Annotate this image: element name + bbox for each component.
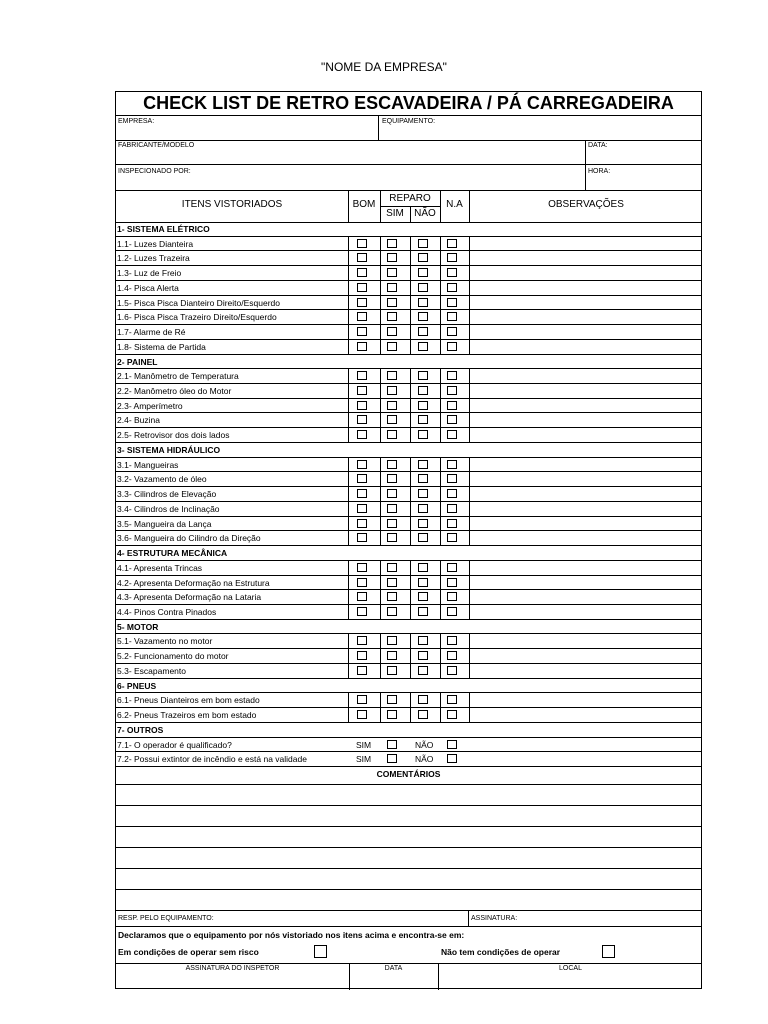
reparo-nao-checkbox[interactable] <box>418 253 428 262</box>
bom-checkbox[interactable] <box>357 283 367 292</box>
item-label: 2.5- Retrovisor dos dois lados <box>117 430 230 441</box>
reparo-sim-checkbox[interactable] <box>387 298 397 307</box>
na-checkbox[interactable] <box>447 460 457 469</box>
comment-line[interactable] <box>116 785 701 806</box>
item-label: 5.2- Funcionamento do motor <box>117 651 229 662</box>
item-label: 6.2- Pneus Trazeiros em bom estado <box>117 710 257 721</box>
item-label: 5.1- Vazamento no motor <box>117 636 213 647</box>
bom-checkbox[interactable] <box>357 592 367 601</box>
reparo-nao-checkbox[interactable] <box>418 578 428 587</box>
item-label: 1.8- Sistema de Partida <box>117 341 206 352</box>
na-checkbox[interactable] <box>447 371 457 380</box>
comment-line[interactable] <box>116 848 701 869</box>
col-nao: NÃO <box>414 208 436 219</box>
no-label: NÃO <box>415 739 434 750</box>
option-not-ok-checkbox[interactable] <box>602 945 615 958</box>
item-label: 3.6- Mangueira do Cilindro da Direção <box>117 533 261 544</box>
bom-checkbox[interactable] <box>357 298 367 307</box>
reparo-nao-checkbox[interactable] <box>418 636 428 645</box>
item-label: 3.4- Cilindros de Inclinação <box>117 503 220 514</box>
item-row <box>116 369 701 384</box>
reparo-nao-checkbox[interactable] <box>418 401 428 410</box>
bom-checkbox[interactable] <box>357 386 367 395</box>
reparo-sim-checkbox[interactable] <box>387 327 397 336</box>
reparo-sim-checkbox[interactable] <box>387 342 397 351</box>
section-row <box>116 443 701 458</box>
no-label: NÃO <box>415 754 434 765</box>
reparo-sim-checkbox[interactable] <box>387 533 397 542</box>
reparo-sim-checkbox[interactable] <box>387 578 397 587</box>
bom-checkbox[interactable] <box>357 607 367 616</box>
item-row <box>116 487 701 502</box>
reparo-sim-checkbox[interactable] <box>387 371 397 380</box>
na-checkbox[interactable] <box>447 651 457 660</box>
item-label: 1.5- Pisca Pisca Dianteiro Direito/Esquerdo <box>117 297 280 308</box>
company-name-placeholder: "NOME DA EMPRESA" <box>321 60 447 74</box>
na-checkbox[interactable] <box>447 578 457 587</box>
section-row <box>116 620 701 635</box>
item-row <box>116 266 701 281</box>
reparo-nao-checkbox[interactable] <box>418 268 428 277</box>
reparo-sim-checkbox[interactable] <box>387 489 397 498</box>
na-checkbox[interactable] <box>447 563 457 572</box>
bom-checkbox[interactable] <box>357 253 367 262</box>
na-checkbox[interactable] <box>447 607 457 616</box>
reparo-nao-checkbox[interactable] <box>418 489 428 498</box>
na-checkbox[interactable] <box>447 636 457 645</box>
na-checkbox[interactable] <box>447 519 457 528</box>
equipamento-label: EQUIPAMENTO: <box>382 118 436 125</box>
no-checkbox[interactable] <box>447 740 457 749</box>
data-label: DATA: <box>588 142 608 149</box>
bom-checkbox[interactable] <box>357 695 367 704</box>
item-label: 1.6- Pisca Pisca Trazeiro Direito/Esquerdo <box>117 312 277 323</box>
bom-checkbox[interactable] <box>357 312 367 321</box>
item-label: 4.1- Apresenta Trincas <box>117 562 203 573</box>
reparo-nao-checkbox[interactable] <box>418 666 428 675</box>
section-title: 5- MOTOR <box>117 621 159 632</box>
option-not-ok-label: Não tem condições de operar <box>441 947 561 957</box>
reparo-sim-checkbox[interactable] <box>387 519 397 528</box>
reparo-sim-checkbox[interactable] <box>387 283 397 292</box>
na-checkbox[interactable] <box>447 312 457 321</box>
assinatura-inspetor-label: ASSINATURA DO INSPETOR <box>185 965 280 972</box>
assinatura-label: ASSINATURA: <box>471 915 518 922</box>
bom-checkbox[interactable] <box>357 430 367 439</box>
reparo-nao-checkbox[interactable] <box>418 415 428 424</box>
item-row <box>116 693 701 708</box>
reparo-sim-checkbox[interactable] <box>387 651 397 660</box>
item-row <box>116 517 701 532</box>
reparo-nao-checkbox[interactable] <box>418 460 428 469</box>
item-row <box>116 428 701 443</box>
reparo-nao-checkbox[interactable] <box>418 563 428 572</box>
reparo-sim-checkbox[interactable] <box>387 430 397 439</box>
item-row <box>116 752 701 767</box>
data-footer-label: DATA <box>384 965 403 972</box>
bom-checkbox[interactable] <box>357 327 367 336</box>
comment-line[interactable] <box>116 890 701 911</box>
section-row <box>116 679 701 694</box>
na-checkbox[interactable] <box>447 489 457 498</box>
item-row <box>116 384 701 399</box>
na-checkbox[interactable] <box>447 327 457 336</box>
section-row <box>116 723 701 738</box>
item-label: 1.2- Luzes Trazeira <box>117 253 190 264</box>
section-title: 7- OUTROS <box>117 724 164 735</box>
comment-line[interactable] <box>116 869 701 890</box>
reparo-sim-checkbox[interactable] <box>387 253 397 262</box>
bom-checkbox[interactable] <box>357 519 367 528</box>
item-label: 2.4- Buzina <box>117 415 160 426</box>
item-row <box>116 531 701 546</box>
col-sim: SIM <box>386 208 404 219</box>
na-checkbox[interactable] <box>447 415 457 424</box>
reparo-nao-checkbox[interactable] <box>418 312 428 321</box>
reparo-sim-checkbox[interactable] <box>387 415 397 424</box>
item-row <box>116 325 701 340</box>
na-checkbox[interactable] <box>447 695 457 704</box>
reparo-sim-checkbox[interactable] <box>387 312 397 321</box>
reparo-nao-checkbox[interactable] <box>418 342 428 351</box>
reparo-nao-checkbox[interactable] <box>418 283 428 292</box>
reparo-sim-checkbox[interactable] <box>387 401 397 410</box>
reparo-sim-checkbox[interactable] <box>387 386 397 395</box>
reparo-sim-checkbox[interactable] <box>387 239 397 248</box>
item-row <box>116 590 701 605</box>
reparo-nao-checkbox[interactable] <box>418 533 428 542</box>
item-row <box>116 605 701 620</box>
item-label: 1.7- Alarme de Ré <box>117 327 186 338</box>
na-checkbox[interactable] <box>447 283 457 292</box>
resp-equipamento-label: RESP. PELO EQUIPAMENTO: <box>118 915 214 922</box>
na-checkbox[interactable] <box>447 504 457 513</box>
reparo-sim-checkbox[interactable] <box>387 636 397 645</box>
bom-checkbox[interactable] <box>357 415 367 424</box>
item-label: 3.3- Cilindros de Elevação <box>117 489 217 500</box>
col-reparo: REPARO <box>389 193 431 204</box>
na-checkbox[interactable] <box>447 342 457 351</box>
reparo-sim-checkbox[interactable] <box>387 504 397 513</box>
option-ok-checkbox[interactable] <box>314 945 327 958</box>
na-checkbox[interactable] <box>447 401 457 410</box>
reparo-sim-checkbox[interactable] <box>387 563 397 572</box>
inspecionado-label: INSPECIONADO POR: <box>118 168 191 175</box>
item-label: 6.1- Pneus Dianteiros em bom estado <box>117 695 260 706</box>
reparo-nao-checkbox[interactable] <box>418 651 428 660</box>
item-row <box>116 296 701 311</box>
item-row <box>116 251 701 266</box>
na-checkbox[interactable] <box>447 474 457 483</box>
reparo-nao-checkbox[interactable] <box>418 519 428 528</box>
local-label: LOCAL <box>559 965 582 972</box>
item-label: 7.2- Possui extintor de incêndio e está na validade <box>117 754 307 765</box>
comentarios-title: COMENTÁRIOS <box>376 769 441 779</box>
item-label: 2.3- Amperímetro <box>117 400 183 411</box>
col-na: N.A <box>446 199 463 210</box>
reparo-nao-checkbox[interactable] <box>418 474 428 483</box>
item-label: 4.3- Apresenta Deformação na Lataria <box>117 592 262 603</box>
na-checkbox[interactable] <box>447 533 457 542</box>
empresa-label: EMPRESA: <box>118 118 155 125</box>
col-itens: ITENS VISTORIADOS <box>181 199 283 210</box>
na-checkbox[interactable] <box>447 592 457 601</box>
item-label: 4.4- Pinos Contra Pinados <box>117 606 217 617</box>
section-row <box>116 222 701 237</box>
section-row <box>116 355 701 370</box>
section-row <box>116 546 701 561</box>
item-row <box>116 738 701 753</box>
reparo-nao-checkbox[interactable] <box>418 386 428 395</box>
yes-checkbox[interactable] <box>387 740 397 749</box>
form-title: CHECK LIST DE RETRO ESCAVADEIRA / PÁ CARREGADEIRA <box>116 92 701 116</box>
item-row <box>116 664 701 679</box>
item-label: 1.4- Pisca Alerta <box>117 282 179 293</box>
item-label: 1.1- Luzes Dianteira <box>117 238 194 249</box>
section-title: 1- SISTEMA ELÉTRICO <box>117 224 210 234</box>
col-bom: BOM <box>352 199 376 210</box>
reparo-sim-checkbox[interactable] <box>387 710 397 719</box>
bom-checkbox[interactable] <box>357 342 367 351</box>
section-title: 4- ESTRUTURA MECÂNICA <box>117 548 228 559</box>
col-observacoes: OBSERVAÇÕES <box>548 199 624 210</box>
reparo-sim-checkbox[interactable] <box>387 666 397 675</box>
item-row <box>116 340 701 355</box>
item-row <box>116 472 701 487</box>
item-row <box>116 708 701 723</box>
section-title: 2- PAINEL <box>117 356 158 367</box>
item-label: 2.2- Manômetro óleo do Motor <box>117 386 232 397</box>
yes-label: SIM <box>356 754 372 765</box>
bom-checkbox[interactable] <box>357 666 367 675</box>
bom-checkbox[interactable] <box>357 371 367 380</box>
reparo-nao-checkbox[interactable] <box>418 592 428 601</box>
option-ok-label: Em condições de operar sem risco <box>118 947 259 957</box>
item-row <box>116 413 701 428</box>
yes-label: SIM <box>356 739 372 750</box>
bom-checkbox[interactable] <box>357 489 367 498</box>
yes-checkbox[interactable] <box>387 754 397 763</box>
reparo-nao-checkbox[interactable] <box>418 710 428 719</box>
hora-label: HORA: <box>588 168 611 175</box>
reparo-nao-checkbox[interactable] <box>418 504 428 513</box>
item-row <box>116 634 701 649</box>
bom-checkbox[interactable] <box>357 268 367 277</box>
section-title: 6- PNEUS <box>117 680 157 691</box>
bom-checkbox[interactable] <box>357 651 367 660</box>
item-label: 7.1- O operador é qualificado? <box>117 739 232 750</box>
na-checkbox[interactable] <box>447 710 457 719</box>
bom-checkbox[interactable] <box>357 533 367 542</box>
reparo-nao-checkbox[interactable] <box>418 371 428 380</box>
comentarios-row <box>116 767 701 785</box>
reparo-sim-checkbox[interactable] <box>387 474 397 483</box>
checklist-form <box>115 91 702 989</box>
item-row <box>116 649 701 664</box>
item-label: 4.2- Apresenta Deformação na Estrutura <box>117 577 270 588</box>
bom-checkbox[interactable] <box>357 563 367 572</box>
item-row <box>116 502 701 517</box>
item-row <box>116 458 701 473</box>
item-label: 3.1- Mangueiras <box>117 459 179 470</box>
item-row <box>116 237 701 252</box>
reparo-nao-checkbox[interactable] <box>418 298 428 307</box>
na-checkbox[interactable] <box>447 298 457 307</box>
item-label: 3.2- Vazamento de óleo <box>117 474 207 485</box>
na-checkbox[interactable] <box>447 268 457 277</box>
bom-checkbox[interactable] <box>357 460 367 469</box>
no-checkbox[interactable] <box>447 754 457 763</box>
item-label: 1.3- Luz de Freio <box>117 268 182 279</box>
reparo-nao-checkbox[interactable] <box>418 327 428 336</box>
item-row <box>116 576 701 591</box>
reparo-sim-checkbox[interactable] <box>387 460 397 469</box>
na-checkbox[interactable] <box>447 666 457 675</box>
na-checkbox[interactable] <box>447 386 457 395</box>
bom-checkbox[interactable] <box>357 504 367 513</box>
bom-checkbox[interactable] <box>357 710 367 719</box>
bom-checkbox[interactable] <box>357 636 367 645</box>
reparo-sim-checkbox[interactable] <box>387 268 397 277</box>
item-row <box>116 561 701 576</box>
bom-checkbox[interactable] <box>357 578 367 587</box>
declaration-text: Declaramos que o equipamento por nós vistoriado nos itens acima e encontra-se em: <box>118 930 465 940</box>
item-row <box>116 281 701 296</box>
comment-line[interactable] <box>116 827 701 848</box>
item-row <box>116 399 701 414</box>
bom-checkbox[interactable] <box>357 474 367 483</box>
reparo-nao-checkbox[interactable] <box>418 695 428 704</box>
item-label: 2.1- Manômetro de Temperatura <box>117 371 239 382</box>
reparo-sim-checkbox[interactable] <box>387 592 397 601</box>
resp-row <box>116 911 701 927</box>
section-title: 3- SISTEMA HIDRÁULICO <box>117 444 221 455</box>
reparo-sim-checkbox[interactable] <box>387 695 397 704</box>
item-row <box>116 310 701 325</box>
item-label: 5.3- Escapamento <box>117 665 186 676</box>
na-checkbox[interactable] <box>447 239 457 248</box>
reparo-nao-checkbox[interactable] <box>418 430 428 439</box>
reparo-nao-checkbox[interactable] <box>418 607 428 616</box>
reparo-nao-checkbox[interactable] <box>418 239 428 248</box>
comment-line[interactable] <box>116 806 701 827</box>
reparo-sim-checkbox[interactable] <box>387 607 397 616</box>
na-checkbox[interactable] <box>447 253 457 262</box>
bom-checkbox[interactable] <box>357 401 367 410</box>
na-checkbox[interactable] <box>447 430 457 439</box>
item-label: 3.5- Mangueira da Lança <box>117 518 212 529</box>
bom-checkbox[interactable] <box>357 239 367 248</box>
fabricante-label: FABRICANTE/MODELO <box>118 142 195 149</box>
